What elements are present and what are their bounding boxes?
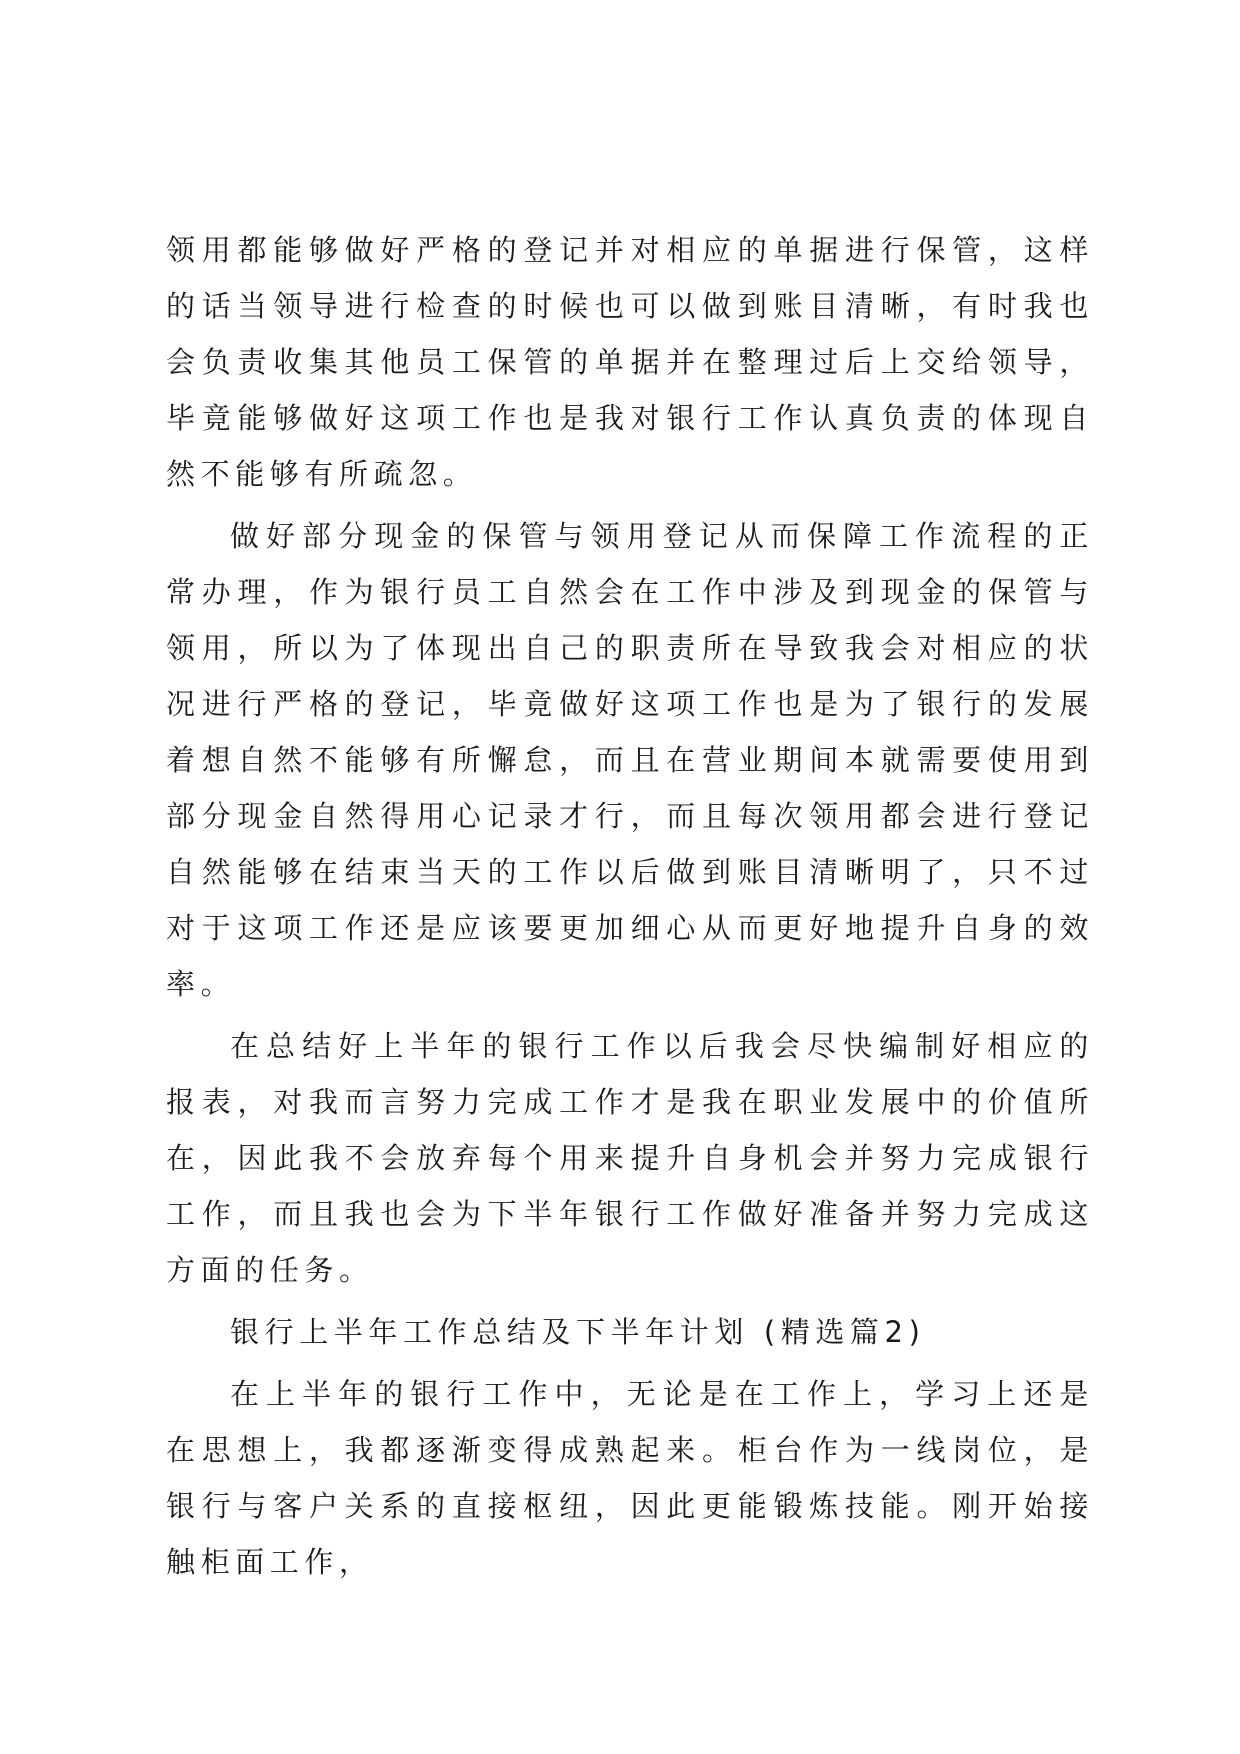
section-heading: 银行上半年工作总结及下半年计划 (精选篇2) xyxy=(230,1315,926,1349)
document-body xyxy=(166,222,1094,1590)
paragraph-first-half-work: 在上半年的银行工作中，无论是在工作上，学习上还是在思想上，我都逐渐变得成熟起来。柜台作为一线岗位，是银行与客户关系的直接枢纽，因此更能锻炼技能。刚开始接触柜面工作， xyxy=(166,1377,1094,1579)
paragraph-cash-management: 做好部分现金的保管与领用登记从而保障工作流程的正常办理，作为银行员工自然会在工作中涉及到现金的保管与领用，所以为了体现出自己的职责所在导致我会对相应的状况进行严格的登记，毕竟做好这项工作也是为了银行的发展着想自然不能够有所懈怠，而且在营业期间本就需要使用到部分现金自然得用心记录才行，而且每次领用都会进行登记自然能够在结束当天的工作以后做到账目清晰明了，只不过对于这项工作还是应该要更加细心从而更好地提升自身的效率。 xyxy=(166,519,1094,1001)
paragraph-continuation: 领用都能够做好严格的登记并对相应的单据进行保管，这样的话当领导进行检查的时候也可以做到账目清晰，有时我也会负责收集其他员工保管的单据并在整理过后上交给领导，毕竟能够做好这项工作也是我对银行工作认真负责的体现自然不能够有所疏忽。 xyxy=(166,233,1094,491)
paragraph-summary-report: 在总结好上半年的银行工作以后我会尽快编制好相应的报表，对我而言努力完成工作才是我在职业发展中的价值所在，因此我不会放弃每个用来提升自身机会并努力完成银行工作，而且我也会为下半年银行工作做好准备并努力完成这方面的任务。 xyxy=(166,1029,1094,1287)
